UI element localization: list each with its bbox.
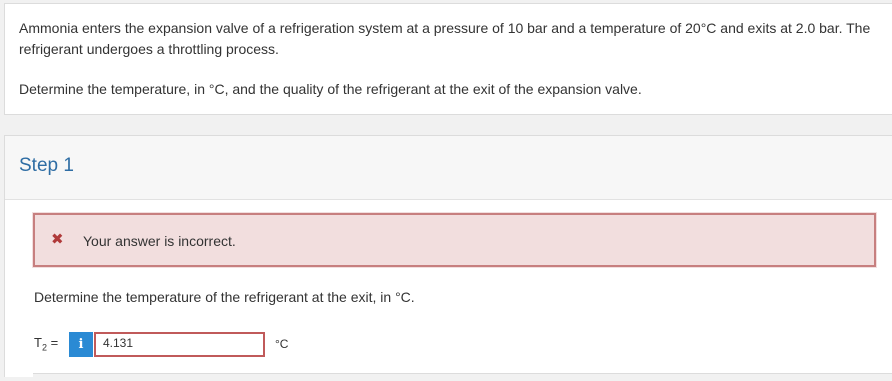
- incorrect-answer-alert: [33, 213, 876, 267]
- x-mark-icon: ✖: [51, 231, 64, 248]
- alert-text: Your answer is incorrect.: [83, 233, 236, 249]
- temperature-answer-input[interactable]: 4.131: [94, 332, 265, 357]
- step-prompt: Determine the temperature of the refrigerant at the exit, in °C.: [34, 289, 415, 305]
- question-paragraph: Ammonia enters the expansion valve of a refrigeration system at a pressure of 10 bar and a temperature of 20°C and exits at 2.0 bar. The refrigerant undergoes a throttling process.: [19, 20, 871, 57]
- next-section-edge: [33, 373, 892, 381]
- step-title[interactable]: Step 1: [19, 155, 74, 176]
- info-icon[interactable]: i: [69, 332, 93, 357]
- step-card: [4, 135, 892, 377]
- answer-unit: °C: [275, 337, 289, 351]
- question-card: [4, 3, 892, 115]
- answer-variable-label: $T_2$ =: [34, 335, 59, 353]
- question-instruction: Determine the temperature, in °C, and the quality of the refrigerant at the exit of the expansion valve.: [19, 81, 642, 97]
- step-header[interactable]: [5, 136, 892, 200]
